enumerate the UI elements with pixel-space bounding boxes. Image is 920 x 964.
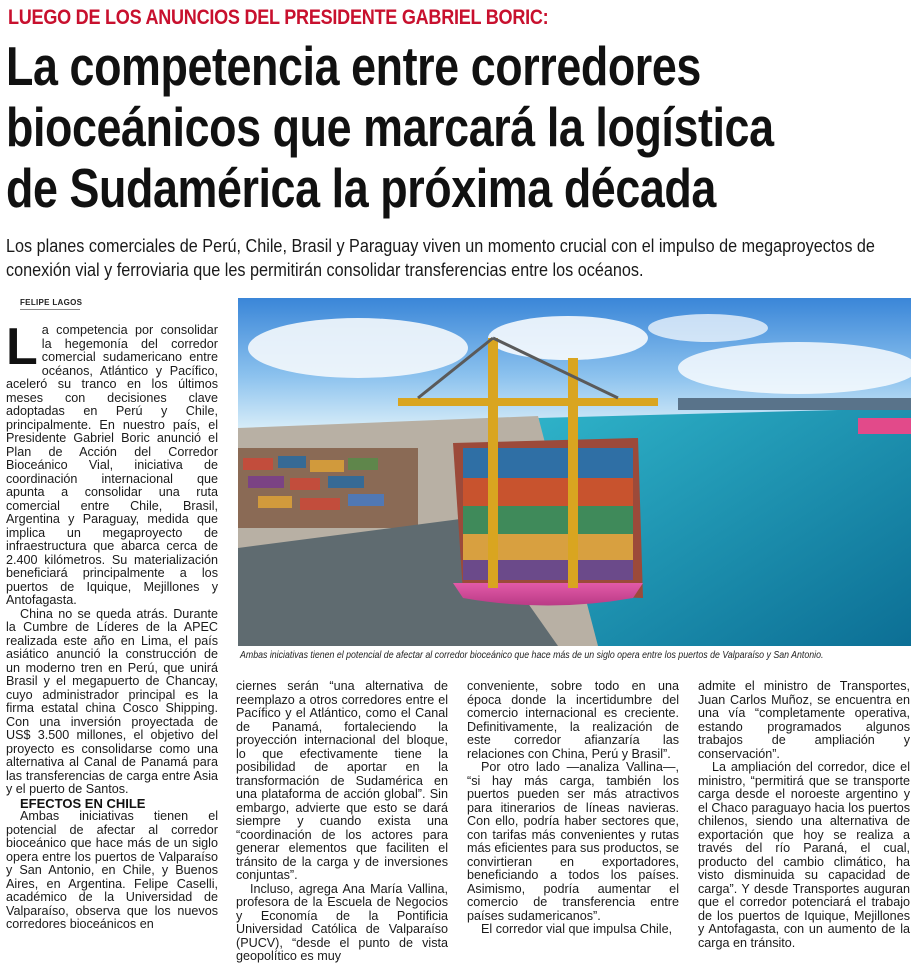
deck-line: Los planes comerciales de Perú, Chile, Brasil y Paraguay viven un momento crucial con el impulso de megaproyectos de bbox=[6, 236, 875, 256]
paragraph: Por otro lado —analiza Vallina—, “si hay más carga, también los puertos pueden ser más atractivos para itinerarios de líneas navieras. Con ello, podría haber sectores que, con tarifas más convenientes y rutas más eficientes para sus productos, se convirtieran en exportadores, beneficiando a todos los países. Asimismo, podría aumentar el comercio de transferencia entre países sudamericanos”. bbox=[467, 760, 679, 923]
port-photo bbox=[238, 298, 911, 646]
article-column-1 bbox=[6, 318, 218, 932]
article-column-3 bbox=[467, 680, 679, 937]
kicker: LUEGO DE LOS ANUNCIOS DEL PRESIDENTE GABRIEL BORIC: bbox=[8, 6, 549, 29]
headline-line: La competencia entre corredores bbox=[6, 35, 701, 97]
deck bbox=[6, 234, 906, 282]
deck-line: conexión vial y ferroviaria que les permitirán consolidar transferencias entre los océanos. bbox=[6, 260, 644, 280]
paragraph: ciernes serán “una alternativa de reemplazo a otros corredores entre el Pacífico y el Atlántico, como el Canal de Panamá, fortaleciendo la proyección internacional del bloque, lo que efectivamente tiene la posibilidad de aportar en la transformación de Sudamérica en una plataforma de acción global”. Sin embargo, advierte que esto se dará siempre y cuando exista una “coordinación de los actores para generar elementos que faciliten el tránsito de la carga y de inversiones conjuntas”. bbox=[236, 679, 448, 882]
paragraph: admite el ministro de Transportes, Juan Carlos Muñoz, se encuentra en una vía “completamente operativa, estando programados algunos trabajos de ampliación y conservación”. bbox=[698, 679, 910, 761]
paragraph: Ambas iniciativas tienen el potencial de afectar al corredor bioceánico que hace más de un siglo opera entre los puertos de Valparaíso y San Antonio, en Chile, y Buenos Aires, en Argentina. Felipe Caselli, académico de la Universidad de Valparaíso, observa que los nuevos corredores bioceánicos en bbox=[6, 809, 218, 931]
paragraph: China no se queda atrás. Durante la Cumbre de Líderes de la APEC realizada este año en Lima, el país asiático anunció la construcción de un moderno tren en Perú, que unirá Brasil y el megapuerto de Chancay, cuyo administrador principal es la firma estatal china Cosco Shipping. Con una inversión proyectada de US$ 3.500 millones, el objetivo del proyecto es consolidarse como una alternativa al Canal de Panamá para las transferencias de carga entre Asia y el puerto de Santos. bbox=[6, 606, 218, 796]
paragraph-text: a competencia por consolidar la hegemonía del corredor comercial sudamericano entre océanos, Atlántico y Pacífico, aceleró su tranco en los últimos meses con decisiones clave adoptadas en Perú y Chile, principalmente. En nuestro país, el Presidente Gabriel Boric anunció el Plan de Acción del Corredor Bioceánico Vial, iniciativa de coordinación internacional que apunta a consolidar una ruta comercial entre Chile, Brasil, Argentina y Paraguay, medida que implica un megaproyecto de infraestructura que abarca cerca de 2.400 kilómetros. Su materialización beneficiará principalmente a los puertos de Iquique, Mejillones y Antofagasta. bbox=[6, 323, 218, 607]
article-column-4 bbox=[698, 680, 910, 950]
paragraph bbox=[6, 318, 218, 608]
headline-line: de Sudamérica la próxima década bbox=[6, 157, 716, 219]
container-ship-port-image bbox=[238, 298, 911, 646]
byline-rule bbox=[20, 309, 80, 310]
paragraph: Incluso, agrega Ana María Vallina, profesora de la Escuela de Negocios y Economía de la Pontificia Universidad Católica de Valparaíso (PUCV), “desde el punto de vista geopolítico es muy bbox=[236, 881, 448, 963]
drop-cap: L bbox=[6, 318, 38, 376]
article-column-2 bbox=[236, 680, 448, 964]
paragraph: El corredor vial que impulsa Chile, bbox=[481, 922, 673, 936]
paragraph: conveniente, sobre todo en una época donde la incertidumbre del comercio internacional es creciente. Definitivamente, la realización de este corredor afianzaría las relaciones con China, Perú y Brasil”. bbox=[467, 679, 679, 761]
section-heading: EFECTOS EN CHILE bbox=[20, 795, 146, 811]
headline bbox=[6, 36, 903, 219]
byline: FELIPE LAGOS bbox=[20, 298, 83, 307]
paragraph: La ampliación del corredor, dice el ministro, “permitirá que se transporte carga desde el noroeste argentino y el Chaco paraguayo hacia los puertos chilenos, siendo una alternativa de exportación que hoy se realiza a través del río Paraná, el cual, producto del cambio climático, ha visto disminuida su capacidad de carga”. Y desde Transportes auguran que el corredor potenciará el trabajo de los puertos de Iquique, Mejillones y Antofagasta, con un aumento de la carga en tránsito. bbox=[698, 760, 910, 950]
photo-caption: Ambas iniciativas tienen el potencial de afectar al corredor bioceánico que hace más de un siglo opera entre los puertos de Valparaíso y San Antonio. bbox=[240, 650, 824, 661]
headline-line: bioceánicos que marcará la logística bbox=[6, 96, 774, 158]
